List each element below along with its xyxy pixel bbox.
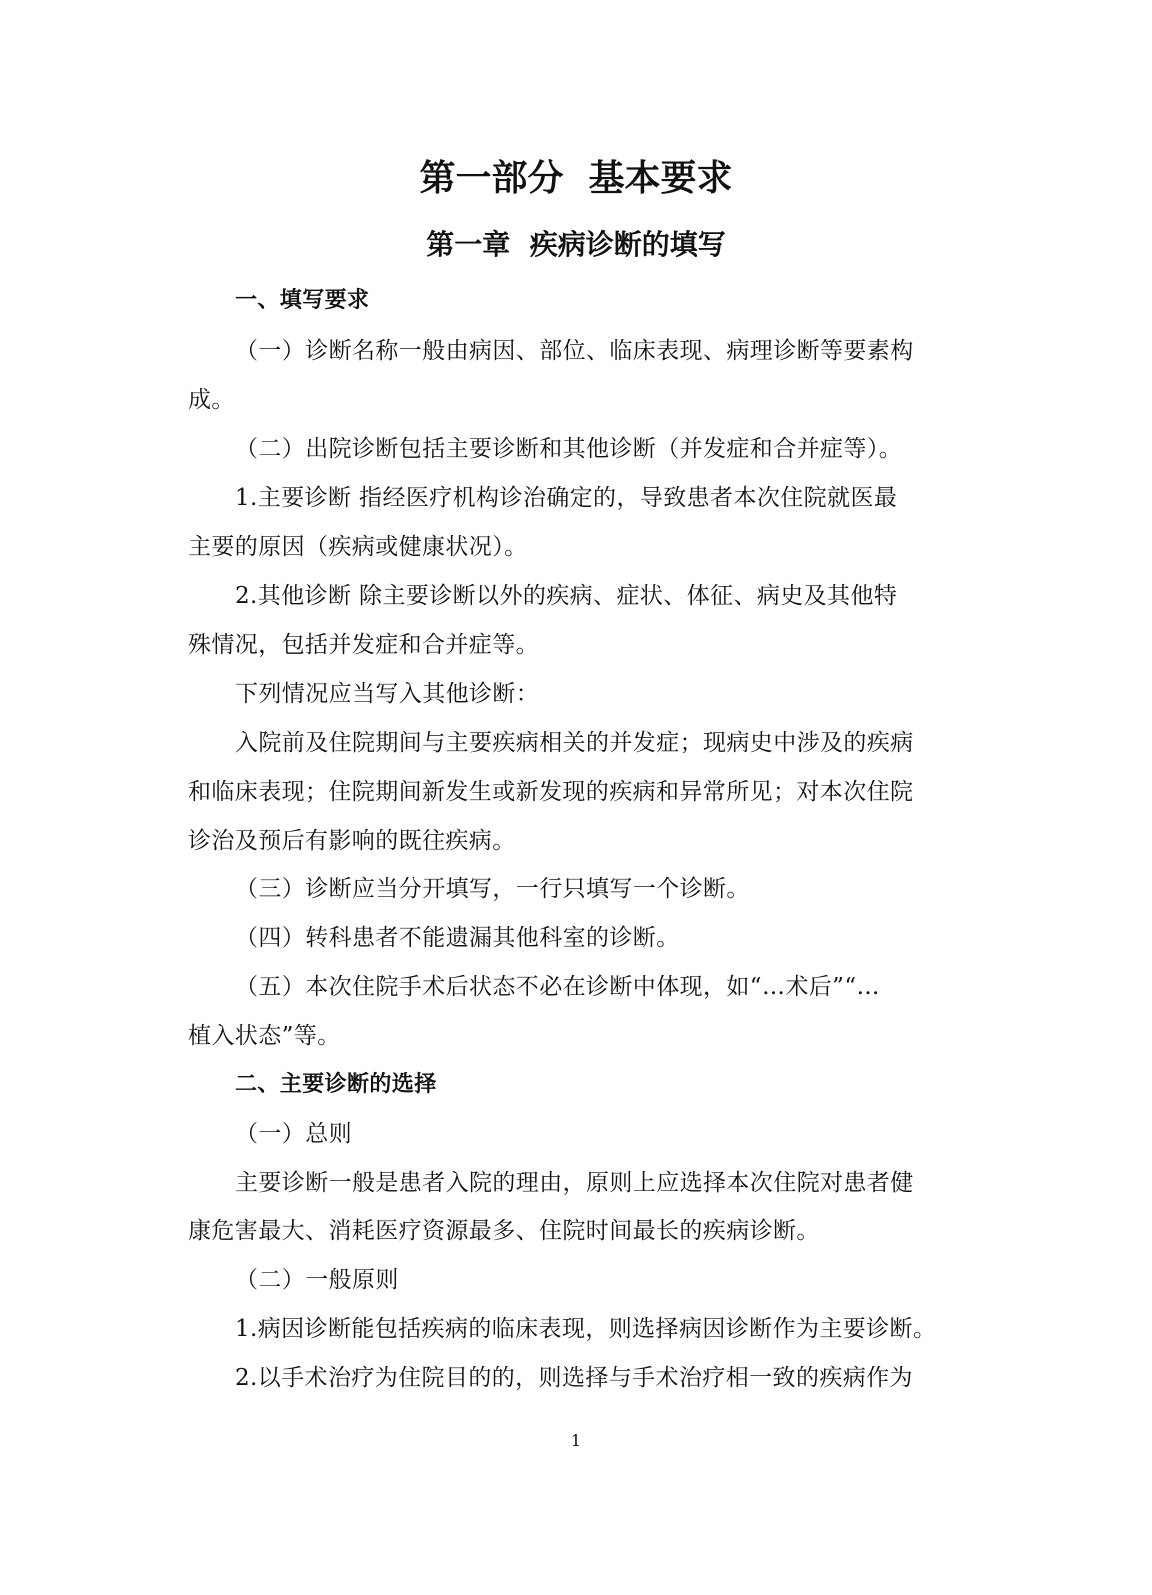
paragraph-line: 1.病因诊断能包括疾病的临床表现，则选择病因诊断作为主要诊断。: [235, 1316, 937, 1342]
paragraph-line: 成。: [188, 387, 235, 413]
paragraph-line: 殊情况，包括并发症和合并症等。: [188, 632, 539, 658]
paragraph-line: 和临床表现；住院期间新发生或新发现的疾病和异常所见；对本次住院: [188, 779, 914, 805]
paragraph-line: 下列情况应当写入其他诊断：: [235, 681, 540, 707]
paragraph-line: （二）出院诊断包括主要诊断和其他诊断（并发症和合并症等）。: [235, 436, 903, 462]
paragraph-line: （四）转科患者不能遗漏其他科室的诊断。: [235, 925, 680, 951]
paragraph-line: （三）诊断应当分开填写，一行只填写一个诊断。: [235, 876, 750, 902]
paragraph-line: 植入状态”等。: [188, 1023, 341, 1049]
section-heading-main-diagnosis: 二、主要诊断的选择: [235, 1072, 437, 1097]
section-heading-fill-requirements: 一、填写要求: [235, 288, 370, 313]
paragraph-line: 主要诊断一般是患者入院的理由，原则上应选择本次住院对患者健: [235, 1170, 914, 1196]
paragraph-line: 康危害最大、消耗医疗资源最多、住院时间最长的疾病诊断。: [188, 1218, 820, 1244]
paragraph-line: （五）本次住院手术后状态不必在诊断中体现，如“…术后”“…: [235, 974, 880, 1000]
paragraph-line: （二）一般原则: [235, 1267, 399, 1293]
paragraph-line: 诊治及预后有影响的既往疾病。: [188, 828, 516, 854]
paragraph-line: （一）诊断名称一般由病因、部位、临床表现、病理诊断等要素构: [235, 338, 914, 364]
paragraph-line: 2.以手术治疗为住院目的的，则选择与手术治疗相一致的疾病作为: [235, 1365, 913, 1391]
paragraph-line: 1.主要诊断 指经医疗机构诊治确定的，导致患者本次住院就医最: [235, 485, 898, 511]
page-number: 1: [570, 1431, 582, 1450]
part-title: 第一部分 基本要求: [419, 158, 733, 199]
paragraph-line: 2.其他诊断 除主要诊断以外的疾病、症状、体征、病史及其他特: [235, 583, 898, 609]
paragraph-line: （一）总则: [235, 1121, 352, 1147]
paragraph-line: 主要的原因（疾病或健康状况）。: [188, 534, 528, 560]
chapter-title: 第一章 疾病诊断的填写: [426, 228, 726, 261]
paragraph-line: 入院前及住院期间与主要疾病相关的并发症；现病史中涉及的疾病: [235, 730, 914, 756]
